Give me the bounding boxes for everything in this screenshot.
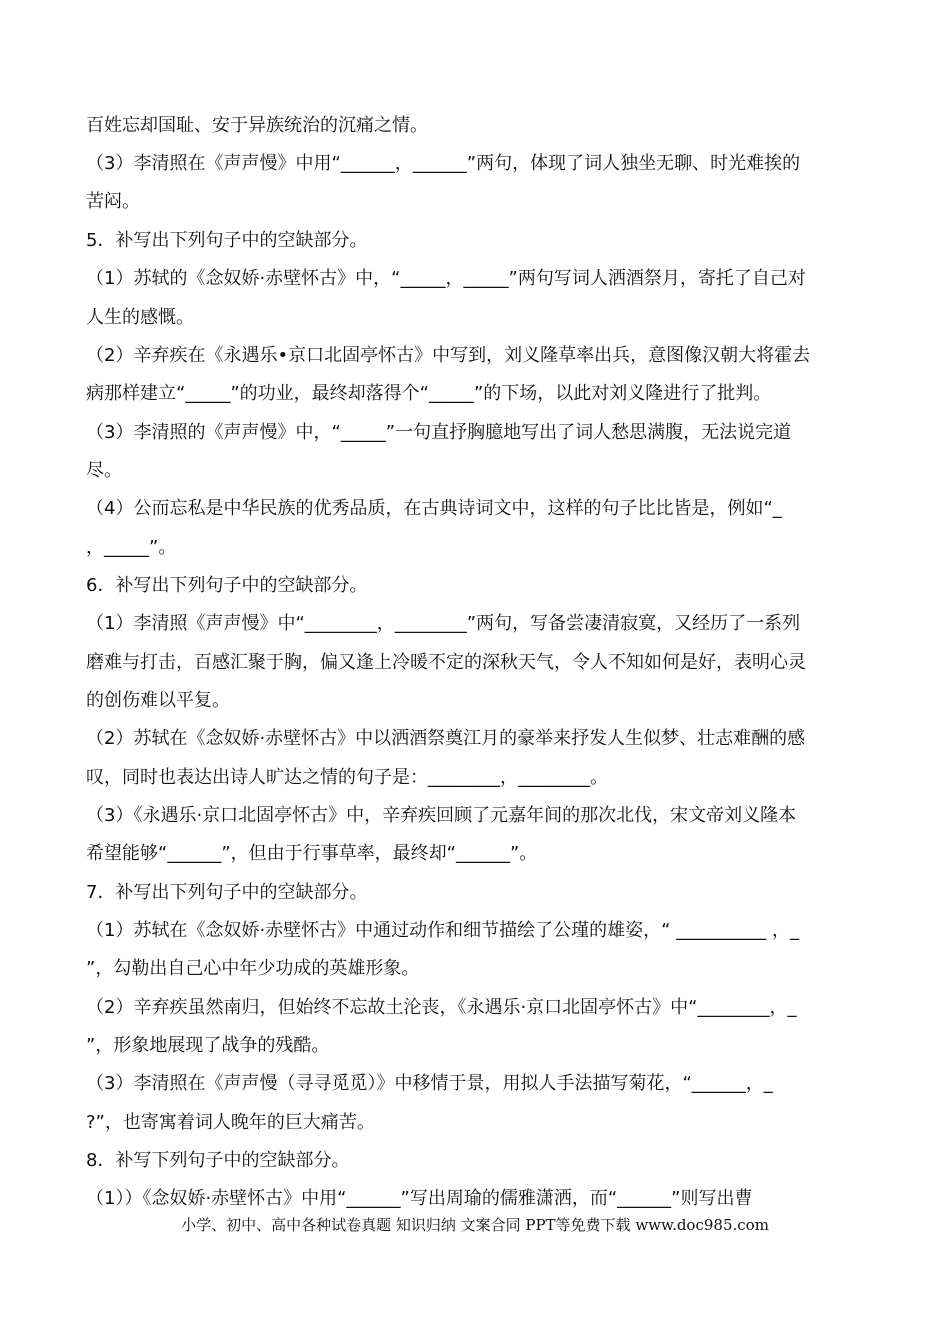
text-line: ”，勾勒出自己心中年少功成的英雄形象。 [86,958,420,979]
text-line: （2）苏轼在《念奴娇·赤壁怀古》中以洒酒祭奠江月的豪举来抒发人生似梦、壮志难酬的感 [86,728,806,749]
text-line: （1）苏轼的《念奴娇·赤壁怀古》中，“_____，_____”两句写词人洒酒祭月，寄托了自己对 [86,268,806,289]
text-line: （3）李清照在《声声慢（寻寻觅觅）》中移情于景，用拟人手法描写菊花，“______，_ [86,1073,773,1094]
text-line: 苦闷。 [86,191,140,212]
text-line: ”，形象地展现了战争的残酷。 [86,1035,330,1056]
question-heading: 7．补写出下列句子中的空缺部分。 [86,882,368,903]
text-line: 人生的感慨。 [86,307,194,328]
text-line: ?”，也寄寓着词人晚年的巨大痛苦。 [86,1112,375,1133]
page-footer: 小学、初中、高中各种试卷真题 知识归纳 文案合同 PPT等免费下载 www.doc985.com [181,1216,769,1234]
text-line: （3）《永遇乐·京口北固亭怀古》中，辛弃疾回顾了元嘉年间的那次北伐，宋文帝刘义隆本 [86,805,797,826]
question-heading: 5．补写出下列句子中的空缺部分。 [86,230,368,251]
text-line: ，_____”。 [86,537,177,558]
text-line: 叹，同时也表达出诗人旷达之情的句子是：________，________。 [86,767,608,788]
text-line: （2）辛弃疾虽然南归，但始终不忘故土沦丧，《永遇乐·京口北固亭怀古》中“________，_ [86,997,797,1018]
text-line: （2）辛弃疾在《永遇乐•京口北固亭怀古》中写到，刘义隆草率出兵，意图像汉朝大将霍去 [86,345,811,366]
text-line: 的创伤难以平复。 [86,690,230,711]
text-line: 病那样建立“_____”的功业，最终却落得个“_____”的下场，以此对刘义隆进行了批判。 [86,383,772,404]
text-line: 百姓忘却国耻、安于异族统治的沉痛之情。 [86,115,428,136]
text-line: 希望能够“______”，但由于行事草率，最终却“______”。 [86,843,538,864]
text-line: （1）苏轼在《念奴娇·赤壁怀古》中通过动作和细节描绘了公瑾的雄姿，“ __________ ，_ [86,920,799,941]
text-line: （3）李清照的《声声慢》中，“_____”一句直抒胸臆地写出了词人愁思满腹，无法说完道 [86,422,792,443]
text-line: （4）公而忘私是中华民族的优秀品质，在古典诗词文中，这样的句子比比皆是，例如“_ [86,498,782,519]
question-heading: 6．补写出下列句子中的空缺部分。 [86,575,368,596]
text-line: 磨难与打击，百感汇聚于胸，偏又逢上冷暖不定的深秋天气，令人不知如何是好，表明心灵 [86,652,806,673]
question-heading: 8．补写下列句子中的空缺部分。 [86,1150,350,1171]
text-line: （1）李清照《声声慢》中“________，________”两句，写备尝凄清寂寞，又经历了一系列 [86,613,801,634]
text-line: （3）李清照在《声声慢》中用“______，______”两句，体现了词人独坐无聊、时光难挨的 [86,153,801,174]
text-line: 尽。 [86,460,122,481]
text-line: （1））《念奴娇·赤壁怀古》中用“______”写出周瑜的儒雅潇洒，而“______”则写出曹 [86,1188,753,1209]
